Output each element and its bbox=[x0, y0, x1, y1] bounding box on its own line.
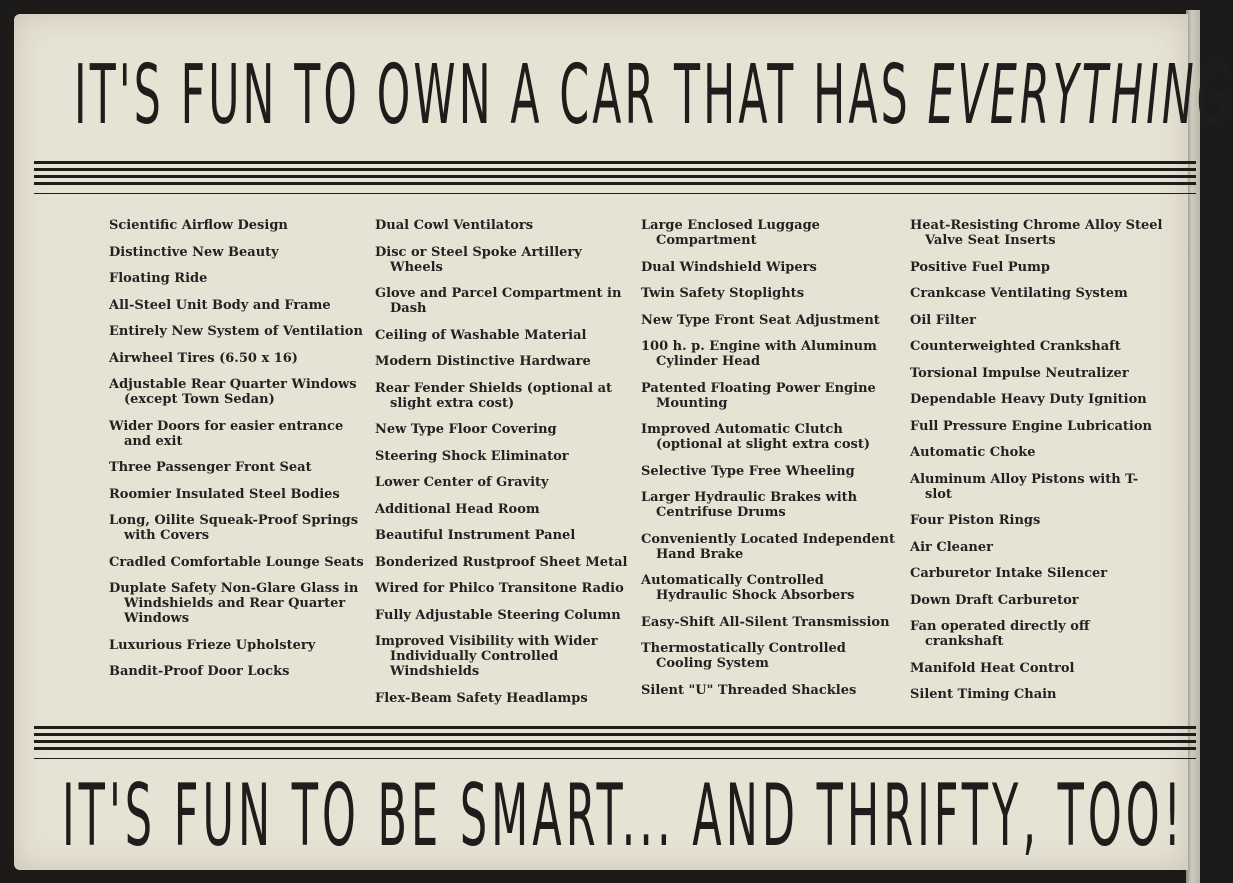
feature-item: Rear Fender Shields (optional at slight extra cost) bbox=[375, 380, 613, 411]
feature-item: Duplate Safety Non-Glare Glass in Windshields and Rear Quarter Windows bbox=[109, 581, 359, 626]
feature-item: Positive Fuel Pump bbox=[910, 259, 1050, 275]
feature-item: Air Cleaner bbox=[910, 539, 993, 555]
feature-item: Oil Filter bbox=[910, 312, 976, 328]
feature-item: Adjustable Rear Quarter Windows (except Town Sedan) bbox=[109, 377, 357, 407]
feature-item: Improved Automatic Clutch (optional at slight extra cost) bbox=[641, 422, 870, 452]
feature-item: Wired for Philco Transitone Radio bbox=[375, 581, 624, 596]
feature-item: Fan operated directly off crankshaft bbox=[910, 619, 1090, 649]
feature-item: Dual Cowl Ventilators bbox=[375, 218, 534, 233]
headline-top bbox=[74, 48, 1233, 143]
headline-top-emphasis: EVERYTHING bbox=[927, 48, 1233, 143]
feature-column-2 bbox=[375, 218, 630, 717]
feature-item: Aluminum Alloy Pistons with T-slot bbox=[910, 471, 1139, 502]
feature-item: Scientific Airflow Design bbox=[109, 218, 288, 233]
feature-item: Manifold Heat Control bbox=[910, 660, 1075, 676]
feature-item: Ceiling of Washable Material bbox=[375, 327, 587, 343]
feature-item: Bandit-Proof Door Locks bbox=[109, 664, 290, 679]
feature-item: Automatically Controlled Hydraulic Shock Absorbers bbox=[641, 573, 855, 603]
brochure-page bbox=[14, 14, 1233, 870]
feature-item: Heat-Resisting Chrome Alloy Steel Valve Seat Inserts bbox=[910, 218, 1163, 248]
feature-item: Down Draft Carburetor bbox=[910, 592, 1079, 608]
feature-item: Conveniently Located Independent Hand Brake bbox=[641, 531, 895, 562]
feature-column-1 bbox=[109, 218, 364, 691]
feature-item: Patented Floating Power Engine Mounting bbox=[641, 380, 876, 411]
feature-item: Additional Head Room bbox=[375, 501, 540, 517]
feature-item: Large Enclosed Luggage Compartment bbox=[641, 218, 820, 248]
feature-item: Lower Center of Gravity bbox=[375, 475, 549, 490]
feature-item: Full Pressure Engine Lubrication bbox=[910, 418, 1152, 434]
feature-item: Fully Adjustable Steering Column bbox=[375, 607, 621, 623]
feature-item: Entirely New System of Ventilation bbox=[109, 324, 363, 339]
feature-item: New Type Front Seat Adjustment bbox=[641, 312, 880, 328]
feature-item: Larger Hydraulic Brakes with Centrifuse Drums bbox=[641, 490, 858, 520]
feature-item: Four Piston Rings bbox=[910, 513, 1041, 528]
feature-item: Silent Timing Chain bbox=[910, 687, 1057, 702]
feature-item: Wider Doors for easier entrance and exit bbox=[109, 418, 344, 449]
feature-column-3 bbox=[641, 218, 896, 709]
feature-item: Luxurious Frieze Upholstery bbox=[109, 637, 316, 653]
decorative-rules-bottom bbox=[34, 726, 1196, 753]
feature-item: Easy-Shift All-Silent Transmission bbox=[641, 614, 890, 630]
feature-item: Flex-Beam Safety Headlamps bbox=[375, 690, 588, 706]
feature-item: Thermostatically Controlled Cooling System bbox=[641, 641, 846, 671]
feature-item: Cradled Comfortable Lounge Seats bbox=[109, 554, 364, 570]
feature-item: New Type Floor Covering bbox=[375, 422, 557, 437]
feature-item: Steering Shock Eliminator bbox=[375, 448, 569, 464]
feature-item: Floating Ride bbox=[109, 271, 208, 286]
feature-item: Dependable Heavy Duty Ignition bbox=[910, 392, 1147, 407]
feature-item: Roomier Insulated Steel Bodies bbox=[109, 486, 340, 502]
feature-item: Dual Windshield Wipers bbox=[641, 259, 817, 275]
feature-item: Counterweighted Crankshaft bbox=[910, 339, 1121, 354]
feature-item: Silent "U" Threaded Shackles bbox=[641, 682, 857, 698]
feature-item: Torsional Impulse Neutralizer bbox=[910, 365, 1129, 381]
feature-item: Selective Type Free Wheeling bbox=[641, 463, 855, 479]
feature-item: Long, Oilite Squeak-Proof Springs with Covers bbox=[109, 513, 359, 543]
feature-item: Disc or Steel Spoke Artillery Wheels bbox=[375, 244, 582, 275]
feature-item: Distinctive New Beauty bbox=[109, 244, 279, 260]
feature-item: Modern Distinctive Hardware bbox=[375, 354, 591, 369]
headline-top-main: IT'S FUN TO OWN A CAR THAT HAS bbox=[74, 48, 911, 143]
feature-item: Bonderized Rustproof Sheet Metal bbox=[375, 554, 628, 570]
feature-column-4 bbox=[910, 218, 1165, 714]
decorative-rules-top bbox=[34, 161, 1196, 188]
feature-item: 100 h. p. Engine with Aluminum Cylinder Head bbox=[641, 339, 877, 369]
feature-item: Beautiful Instrument Panel bbox=[375, 528, 576, 543]
feature-item: Airwheel Tires (6.50 x 16) bbox=[109, 350, 298, 366]
feature-item: Three Passenger Front Seat bbox=[109, 460, 312, 475]
feature-item: Improved Visibility with Wider Individually Controlled Windshields bbox=[375, 634, 598, 679]
feature-item: Twin Safety Stoplights bbox=[641, 286, 805, 301]
feature-item: All-Steel Unit Body and Frame bbox=[109, 297, 331, 313]
headline-bottom: IT'S FUN TO BE SMART... AND THRIFTY, TOO! bbox=[62, 766, 1185, 866]
feature-item: Crankcase Ventilating System bbox=[910, 286, 1128, 301]
feature-item: Carburetor Intake Silencer bbox=[910, 566, 1108, 581]
feature-item: Glove and Parcel Compartment in Dash bbox=[375, 286, 622, 316]
feature-item: Automatic Choke bbox=[910, 445, 1036, 460]
